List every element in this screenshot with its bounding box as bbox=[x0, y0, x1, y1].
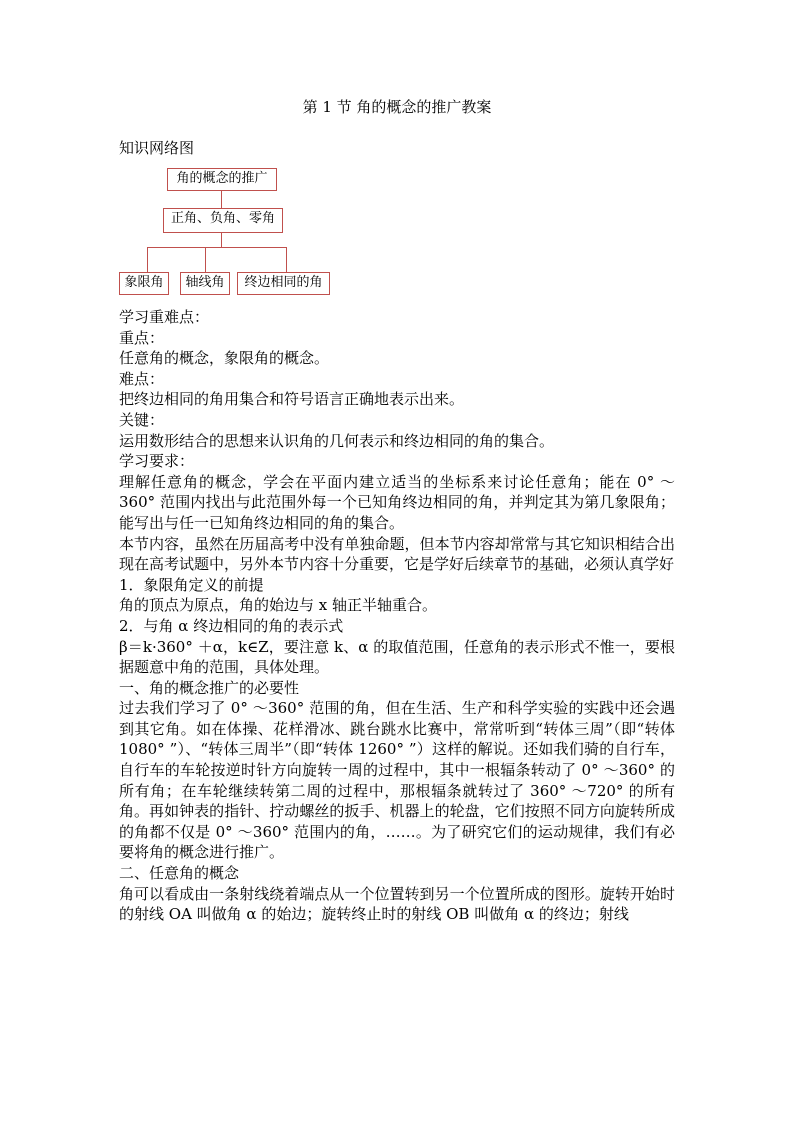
line-difficulty: 把终边相同的角用集合和符号语言正确地表示出来。 bbox=[119, 390, 465, 409]
knowledge-network-heading: 知识网络图 bbox=[119, 139, 195, 157]
node-root: 角的概念的推广 bbox=[167, 168, 277, 191]
connector-level2-bus bbox=[221, 233, 222, 247]
paragraph-coterminal-expression: β＝k·360° ＋α，k∈Z，要注意 k、α 的取值范围，任意角的表示形式不惟一，要根据题意中角的范围，具体处理。 bbox=[119, 637, 675, 677]
paragraph-importance: 本节内容，虽然在历届高考中没有单独命题，但本节内容却常常与其它知识相结合出现在高考试题中，另外本节内容十分重要，它是学好后续章节的基础，必须认真学好 bbox=[119, 534, 675, 574]
heading-coterminal-expression: 2．与角 α 终边相同的角的表示式 bbox=[119, 616, 344, 635]
paragraph-requirements: 理解任意角的概念，学会在平面内建立适当的坐标系来讨论任意角；能在 0° ～360° 范围内找出与此范围外每一个已知角终边相同的角，并判定其为第几象限角；能写出与任一已知角终边相同的角的集合。 bbox=[119, 472, 675, 532]
heading-necessity: 一、角的概念推广的必要性 bbox=[119, 678, 300, 697]
line-crux-label: 关键： bbox=[119, 410, 165, 429]
document-body bbox=[119, 307, 675, 925]
node-level2: 正角、负角、零角 bbox=[163, 208, 283, 233]
connector-leaf-3 bbox=[286, 247, 287, 272]
connector-leaf-2 bbox=[205, 247, 206, 272]
heading-quadrant-premise: 1．象限角定义的前提 bbox=[119, 575, 264, 594]
connector-bus bbox=[147, 247, 287, 248]
line-crux: 运用数形结合的思想来认识角的几何表示和终边相同的角的集合。 bbox=[119, 431, 555, 450]
line-difficulty-label: 难点： bbox=[119, 369, 165, 388]
connector-leaf-1 bbox=[147, 247, 148, 272]
document-title: 第 1 节 角的概念的推广教案 bbox=[302, 98, 492, 116]
line-study-focus: 学习重难点： bbox=[119, 308, 210, 326]
heading-arbitrary-angle: 二、任意角的概念 bbox=[119, 864, 240, 883]
paragraph-arbitrary-angle: 角可以看成由一条射线绕着端点从一个位置转到另一个位置所成的图形。旋转开始时的射线 OA 叫做角 α 的始边；旋转终止时的射线 OB 叫做角 α 的终边；射线 bbox=[119, 884, 675, 924]
paragraph-necessity: 过去我们学习了 0° ～360° 范围的角，但在生活、生产和科学实验的实践中还会遇到其它角。如在体操、花样滑冰、跳台跳水比赛中，常常听到“转体三周”（即“转体 1080° ”）、“转体三周半”（即“转体 1260° ”）这样的解说。还如我们骑的自行车，自行车的车轮按逆时针方向旋转一周的过程中，其中一根辐条转动了 0° ～360° 的所有角；在车轮继续转第二周的过程中，那根辐条就转过了 360° ～720° 的所有角。再如钟表的指针、拧动螺丝的扳手、机器上的轮盘，它们按照不同方向旋转所成的角都不仅是 0° ～360° 范围内的角，……。为了研究它们的运动规律，我们有必要将角的概念进行推广。 bbox=[119, 699, 675, 862]
line-quadrant-premise: 角的顶点为原点，角的始边与 x 轴正半轴重合。 bbox=[119, 596, 437, 615]
connector-root-level2 bbox=[221, 191, 222, 208]
line-key-point-label: 重点： bbox=[119, 328, 165, 347]
node-leaf-axis-angle: 轴线角 bbox=[180, 272, 230, 295]
line-key-point: 任意角的概念，象限角的概念。 bbox=[119, 349, 330, 368]
node-leaf-quadrant-angle: 象限角 bbox=[119, 272, 169, 295]
line-requirements-label: 学习要求： bbox=[119, 452, 195, 471]
node-leaf-coterminal-angle: 终边相同的角 bbox=[237, 272, 330, 295]
